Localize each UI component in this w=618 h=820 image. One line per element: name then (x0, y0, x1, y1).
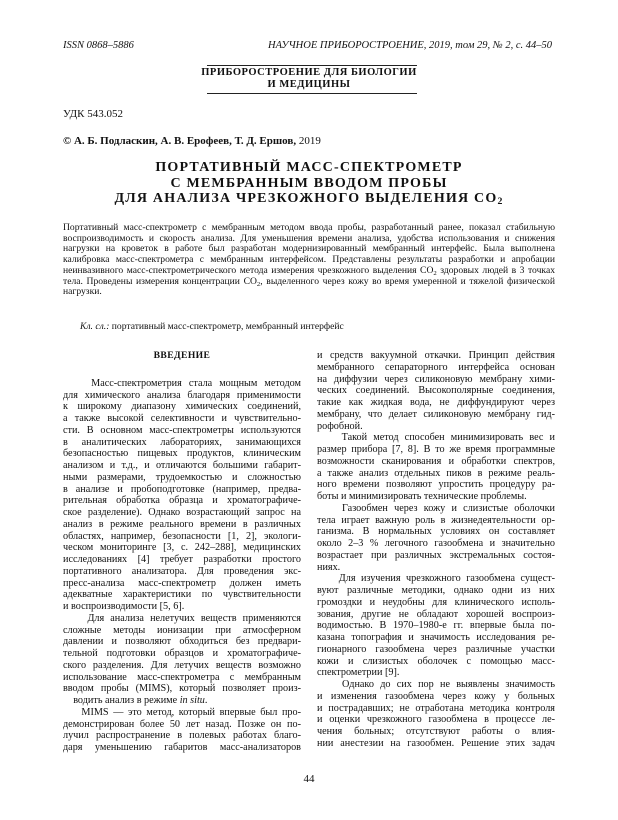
text-line: возможности сканирования и обработки спектров, (317, 455, 555, 467)
text-line: портативного анализатора. Для проведения экс- (63, 565, 301, 577)
col2-paragraph-1 (317, 350, 555, 432)
text-line: давлении и позволяют обходиться без предвари- (63, 636, 301, 648)
text-line: рительная обработка образца и хроматографиче- (63, 495, 301, 507)
text-line: тельной подготовки образцов и хроматографиче- (63, 648, 301, 659)
text-line: Масс-спектрометрия стала мощным методом (63, 377, 301, 389)
text-line: а также высокой селективности и чувствительно- (63, 413, 301, 424)
text-line: лучил распространение в полевых работах благо- (63, 730, 301, 742)
col1-paragraph-2 (63, 613, 301, 707)
text-line: Такой метод способен минимизировать вес и (317, 432, 555, 444)
text-line: даря уменьшению габаритов масс-анализаторов (63, 742, 301, 753)
text-line: к широкому диапазону химических соединений, (63, 401, 301, 413)
text-line: ными размерами, трудоемкостью и сложностью (63, 471, 301, 483)
keywords-text: портативный масс-спектрометр, мембранный интерфейс (109, 321, 344, 332)
title-line3-text: ДЛЯ АНАЛИЗА ЧРЕЗКОЖНОГО ВЫДЕЛЕНИЯ СО (114, 191, 498, 206)
col2-paragraph-2 (317, 432, 555, 503)
journal-citation: НАУЧНОЕ ПРИБОРОСТРОЕНИЕ, 2019, том 29, № 2, с. 44–50 (268, 40, 552, 51)
col1-paragraph-2-last-line (63, 695, 301, 707)
paper-title (0, 160, 618, 207)
text-line: тела играет важную роль в жизнедеятельности ор- (317, 514, 555, 526)
text-line: а также анализ отдельных пиков в режиме реаль- (317, 467, 555, 479)
text-line: анализ в режиме реального времени в различных (63, 518, 301, 530)
text-line: сложные методы ионизации при атмосферном (63, 624, 301, 636)
text-line: и изменения газообмена через кожу у больных (317, 690, 555, 702)
text-line: и средств вакуумной откачки. Принцип действия (317, 350, 555, 361)
publication-year: 2019 (298, 135, 321, 147)
text-line: в аналитических лабораториях, занимающихся (63, 436, 301, 448)
title-subscript: 2 (497, 196, 504, 207)
text-line: и оценки чрезкожного газообмена в процессе ле- (317, 714, 555, 726)
text-line: ческих соединений. Высокополярные соединения, (317, 385, 555, 397)
column-right (317, 350, 555, 750)
text-line: рофобной. (317, 420, 363, 432)
text-line: Для изучения чрезкожного газообмена сущест- (317, 573, 555, 585)
section-heading-line1: ПРИБОРОСТРОЕНИЕ ДЛЯ БИОЛОГИИ (201, 67, 417, 78)
text-line: мембрану, что делает силиконовую мембрану гид- (317, 408, 555, 420)
section-rule-top (207, 65, 417, 66)
text-line: вводом пробы (MIMS), который позволяет произ- (63, 683, 301, 695)
text-line: зования, другие не обладают хорошей воспроиз- (317, 608, 555, 620)
text-line: Однако до сих пор не выявлены значимость (317, 679, 555, 690)
abstract-part1: Портативный масс-спектрометр с мембранным методом ввода пробы, разработанный ранее, показал стабильную воспроизводимость и скорость анализа. Для уменьшения времени анализа, удобства использования и снижения нагрузки на кроветок в работе был разработан модернизированный мембранный интерфейс. Была выполнена калибровка масс-спектрометра с мембранным интерфейсом. Представлены результаты разработки и апробации неинвазивного масс-спектрометрического метода измерения чрезкожного выделения СО (63, 222, 555, 276)
text-line: демонстрирован более 50 лет назад. Позже он по- (63, 718, 301, 730)
section-heading-line2: И МЕДИЦИНЫ (267, 79, 351, 90)
col1-paragraph-1 (63, 378, 301, 613)
text-line: исследованиях [4] требует разработки простого (63, 554, 301, 565)
title-line2: С МЕМБРАННЫМ ВВОДОМ ПРОБЫ (170, 175, 448, 191)
text-line: анализом и т.д., и отличаются большими габарит- (63, 460, 301, 471)
text-line: возрастает при различных экстремальных состоя- (317, 549, 555, 561)
text-line: ниях. (317, 561, 341, 573)
text-line: и пострадавших; не отработана методика контроля (317, 702, 555, 714)
text-line: около 2–3 % легочного газообмена и значительно (317, 538, 555, 549)
col1-paragraph-2-lines (63, 613, 301, 695)
text-line: и воспроизводимости [5, 6]. (63, 601, 185, 612)
text-line: размер прибора [7, 8]. В то же время программные (317, 444, 555, 455)
text-line: для химического анализа благодаря применимости (63, 389, 301, 401)
col2-paragraph-4 (317, 573, 555, 679)
text-line: пресс-анализа масс-спектрометр должен иметь (63, 577, 301, 589)
text-line: ганизма. В нормальных условиях он составляет (317, 526, 555, 538)
column-left (63, 350, 301, 754)
col1-p2-italic: in situ (179, 695, 205, 706)
udk-code: УДК 543.052 (63, 108, 124, 120)
col1-paragraph-3 (63, 707, 301, 754)
section-heading (0, 67, 618, 91)
text-line: областях, например, безопасности [1, 2], экологи- (63, 530, 301, 542)
text-line: в анализе и пробоподготовке (например, предва- (63, 483, 301, 495)
col2-paragraph-5 (317, 679, 555, 750)
col1-p2-end: . (204, 695, 208, 706)
journal-issn: ISSN 0868–5886 (63, 40, 134, 51)
abstract-sub2: 2 (256, 280, 261, 288)
text-line: Газообмен через кожу и слизистые оболочки (317, 502, 555, 514)
keywords-label: Кл. сл.: (80, 321, 110, 332)
abstract (63, 223, 555, 298)
page-number: 44 (303, 773, 315, 785)
abstract-part2: здоровых людей в 3 точках тела. Проведены измерения концентрации СО (63, 264, 555, 287)
authors-line (63, 135, 321, 147)
intro-heading: ВВЕДЕНИЕ (153, 350, 211, 361)
text-line: безопасностью пищевых продуктов, клиническим (63, 448, 301, 460)
text-line: кожи и слизистых оболочек с помощью масс- (317, 655, 555, 667)
copyright-symbol: © (63, 135, 72, 147)
text-line: MIMS — это метод, который впервые был про- (63, 706, 301, 718)
text-line: Для анализа нелетучих веществ применяются (63, 612, 301, 624)
title-line1: ПОРТАТИВНЫЙ МАСС-СПЕКТРОМЕТР (155, 160, 463, 175)
text-line: мембранного сепараторного интерфейса основан (317, 361, 555, 373)
text-line: сти. В основном масс-спектрометры используются (63, 424, 301, 436)
section-rule-bottom (207, 93, 417, 94)
text-line: ское разделение). Однако возрастающий запрос на (63, 507, 301, 518)
keywords (80, 321, 344, 332)
text-line: вуют различные методики, однако одни из них (317, 585, 555, 596)
text-line: такие как жидкая вода, не диффундируют через (317, 397, 555, 408)
text-line: ческом мониторинге [3, с. 242–288], медицинских (63, 542, 301, 554)
abstract-sub1: 2 (433, 269, 437, 277)
text-line: нии анестезии на газообмен. Решение этих задач (317, 737, 555, 749)
text-line: спектрометрии [9]. (317, 667, 400, 679)
text-line: ного времени позволяют упростить процедуру ра- (317, 479, 555, 491)
author-names: А. Б. Подласкин, А. В. Ерофеев, Т. Д. Ершов, (73, 135, 297, 147)
text-line: боты и минимизировать технические проблемы. (317, 491, 527, 502)
text-line: использование масс-спектрометра с мембранным (63, 671, 301, 683)
text-line: гионарного газообмена через различные участки (317, 643, 555, 655)
col2-paragraph-3 (317, 503, 555, 574)
text-line: на диффузии через силиконовую мембрану хими- (317, 373, 555, 385)
text-line: громоздки и неудобны для клинического исполь- (317, 596, 555, 608)
abstract-part3: , выделенного через кожу во время умеренной и тяжелой физической нагрузки. (63, 275, 555, 298)
text-line: чения больных; отсутствуют работы о влия- (317, 726, 555, 737)
title-line3 (0, 191, 618, 207)
text-line: адекватные характеристики по чувствительности (63, 589, 301, 601)
text-line: ского разделения. Для летучих веществ возможно (63, 659, 301, 671)
text-line: водимостью. В 1970–1980-е гг. впервые была по- (317, 620, 555, 632)
text-line: казана топография и значимость исследования ре- (317, 632, 555, 643)
col1-p2-last: водить анализ в режиме (73, 695, 180, 706)
